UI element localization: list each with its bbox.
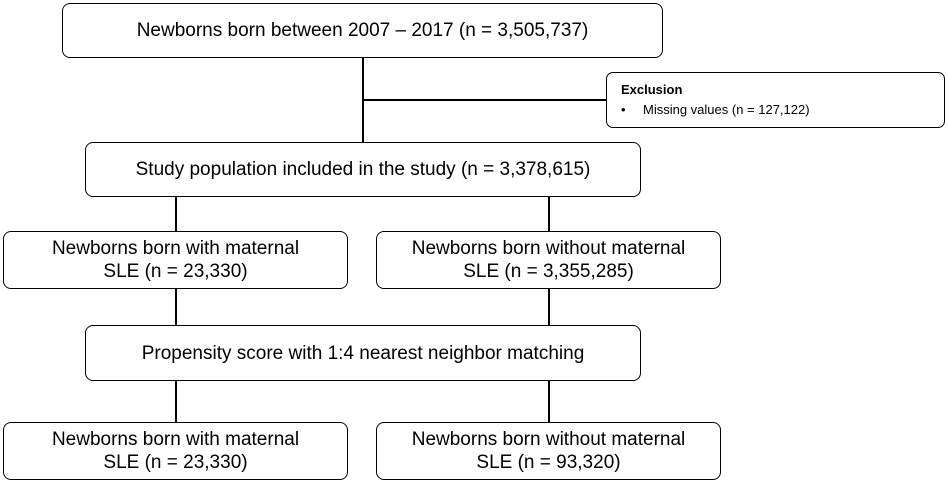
no-sle-before-matching-box: [376, 231, 721, 289]
sle-before-line1: Newborns born with maternal: [51, 238, 300, 259]
sle-before-matching-box: [3, 231, 348, 289]
sle-after-matching-box: [3, 422, 348, 480]
no-sle-before-line2: SLE (n = 3,355,285): [463, 261, 634, 282]
connector-to-exclusion: [362, 99, 606, 101]
connector-psm-to-no-sle: [548, 381, 550, 422]
no-sle-after-line1: Newborns born without maternal: [411, 429, 686, 450]
propensity-matching-text: Propensity score with 1:4 nearest neighbor matching: [141, 342, 585, 364]
newborns-total-box: [62, 3, 663, 58]
exclusion-box: [606, 72, 945, 128]
propensity-matching-box: [85, 325, 641, 381]
connector-no-sle-to-psm: [548, 289, 550, 325]
connector-study-to-no-sle: [548, 197, 550, 231]
exclusion-bullet: •: [621, 102, 626, 117]
newborns-total-text: Newborns born between 2007 – 2017 (n = 3,505,737): [136, 20, 589, 41]
exclusion-title: Exclusion: [621, 82, 683, 97]
sle-after-line1: Newborns born with maternal: [51, 429, 300, 450]
connector-sle-to-psm: [175, 289, 177, 325]
exclusion-item-text: Missing values (n = 127,122): [643, 102, 810, 117]
exclusion-item: [621, 101, 944, 119]
sle-after-line2: SLE (n = 23,330): [103, 452, 248, 473]
no-sle-after-matching-box: [376, 422, 721, 480]
study-population-box: [85, 142, 641, 197]
connector-study-to-sle: [175, 197, 177, 231]
study-population-text: Study population included in the study (n = 3,378,615): [135, 159, 591, 180]
connector-psm-to-sle: [175, 381, 177, 422]
no-sle-after-line2: SLE (n = 93,320): [476, 452, 621, 473]
no-sle-before-line1: Newborns born without maternal: [411, 238, 686, 259]
sle-before-line2: SLE (n = 23,330): [103, 261, 248, 282]
